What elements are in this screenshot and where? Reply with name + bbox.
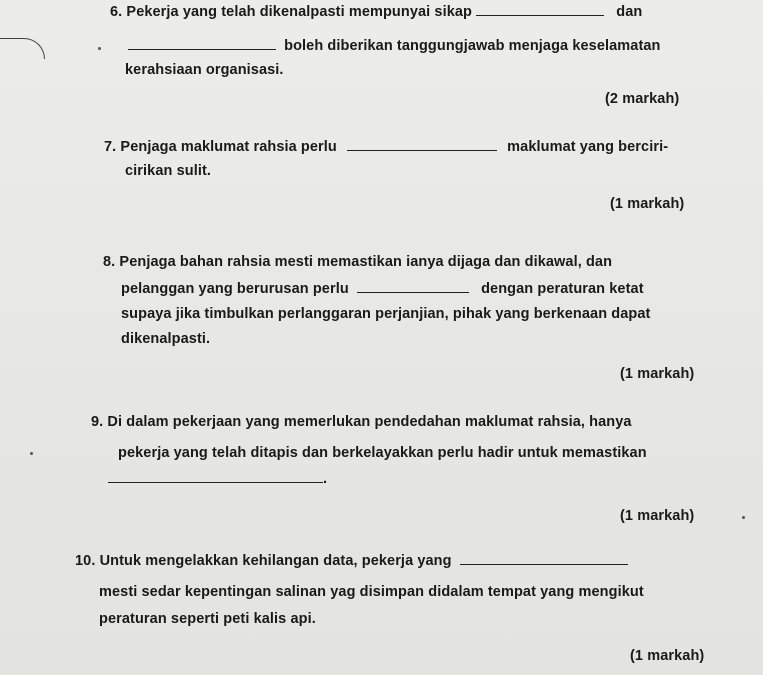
ink-dot (742, 516, 745, 519)
q6-line-1 (110, 3, 642, 21)
q8-marks-label: (1 markah) (620, 366, 695, 382)
q8-text-end: dengan peraturan ketat (481, 281, 644, 297)
ink-dot (30, 452, 33, 455)
q6-marks-label: (2 markah) (605, 91, 680, 107)
q8-line-1: 8. Penjaga bahan rahsia mesti memastikan ianya dijaga dan dikawal, dan (103, 254, 613, 270)
q9-marks-label: (1 markah) (620, 508, 695, 524)
q7-answer-blank[interactable] (347, 138, 497, 151)
q7-line-2: cirikan sulit. (125, 163, 212, 179)
q10-line-2: mesti sedar kepentingan salinan yag disimpan didalam tempat yang mengikut (99, 584, 644, 600)
q10-answer-blank[interactable] (460, 552, 628, 565)
q8-text: pelanggan yang berurusan perlu (121, 281, 349, 297)
q8-line-2 (121, 280, 644, 298)
q7-line-1 (104, 138, 668, 156)
q9-line-3 (108, 470, 327, 488)
q8-line-4: dikenalpasti. (121, 331, 211, 347)
q9-line-2: pekerja yang telah ditapis dan berkelayakkan perlu hadir untuk memastikan (118, 445, 647, 461)
margin-curve-mark (0, 38, 45, 59)
q10-line-1 (75, 552, 628, 570)
q6-answer-blank-2[interactable] (128, 37, 276, 50)
q10-line-3: peraturan seperti peti kalis api. (99, 611, 316, 627)
q10-text: 10. Untuk mengelakkan kehilangan data, pekerja yang (75, 553, 452, 569)
q6-text-end: dan (616, 4, 643, 20)
q7-text-end: maklumat yang berciri- (507, 139, 669, 155)
q8-line-3: supaya jika timbulkan perlanggaran perjanjian, pihak yang berkenaan dapat (121, 306, 651, 322)
q7-marks-label: (1 markah) (610, 196, 685, 212)
q7-text: 7. Penjaga maklumat rahsia perlu (104, 139, 337, 155)
q6-line-2 (128, 37, 661, 55)
q6-text: 6. Pekerja yang telah dikenalpasti mempunyai sikap (110, 4, 473, 20)
q9-line-1: 9. Di dalam pekerjaan yang memerlukan pendedahan maklumat rahsia, hanya (91, 414, 632, 430)
q6-text: boleh diberikan tanggungjawab menjaga keselamatan (284, 38, 661, 54)
q8-answer-blank[interactable] (357, 280, 469, 293)
q6-line-3: kerahsiaan organisasi. (125, 62, 284, 78)
q9-answer-blank[interactable] (108, 470, 323, 483)
q9-text-end: . (323, 471, 328, 487)
ink-dot (98, 47, 101, 50)
q10-marks-label: (1 markah) (630, 648, 705, 664)
q6-answer-blank-1[interactable] (476, 3, 604, 16)
